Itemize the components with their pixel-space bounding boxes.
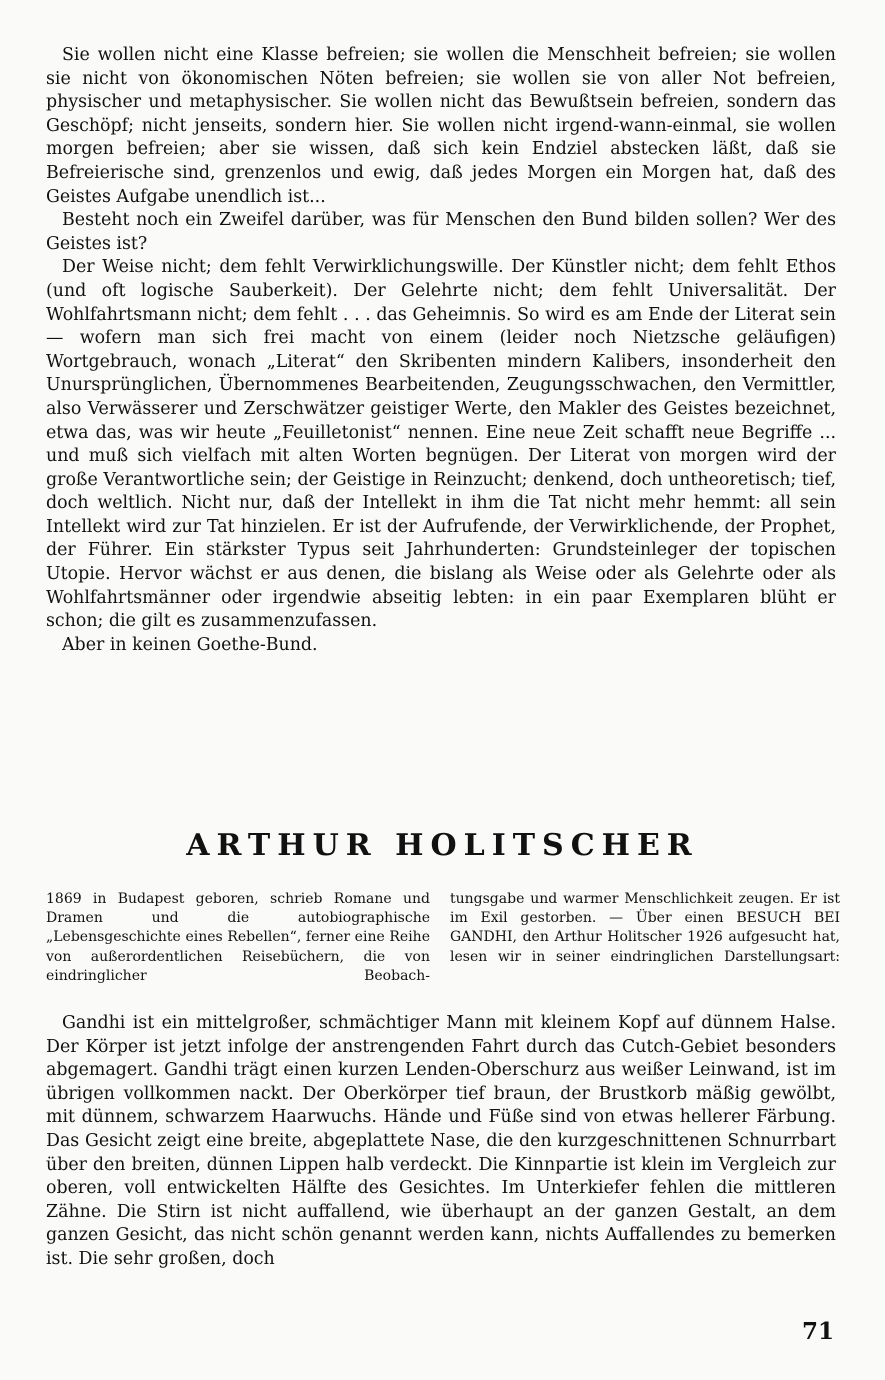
bottom-text-block xyxy=(46,1012,836,1272)
paragraph: Besteht noch ein Zweifel darüber, was für Menschen den Bund bilden sollen? Wer des Geistes ist? xyxy=(46,210,836,254)
paragraph: Der Weise nicht; dem fehlt Verwirklichungswille. Der Künstler nicht; dem fehlt Ethos (und oft logische Sauberkeit). Der Gelehrte nicht; dem fehlt Universalität. Der Wohlfahrtsmann nicht; dem fehlt . . . das Geheimnis. So wird es am Ende der Literat sein — wofern man sich frei macht von einem (leider noch Nietzsche geläufigen) Wortgebrauch, wonach „Literat“ den Skribenten mindern Kalibers, insonderheit den Unursprünglichen, Übernommenes Bearbeitenden, Zeugungsschwachen, den Vermittler, also Verwässerer und Zerschwätzer geistiger Werte, den Makler des Geistes bezeichnet, etwa das, was wir heute „Feuilletonist“ nennen. Eine neue Zeit schafft neue Begriffe ... und muß sich vielfach mit alten Worten begnügen. Der Literat von morgen wird der große Verantwortliche sein; der Geistige in Reinzucht; denkend, doch untheoretisch; tief, doch weltlich. Nicht nur, daß der Intellekt in ihm die Tat nicht mehr hemmt: all sein Intellekt wird zur Tat hinzielen. Er ist der Aufrufende, der Verwirklichende, der Prophet, der Führer. Ein stärkster Typus seit Jahrhunderten: Grundsteinleger der topischen Utopie. Hervor wächst er aus denen, die bislang als Weise oder als Gelehrte oder als Wohlfahrtsmänner oder irgendwie abseitig lebten: in ein paar Exemplaren blüht er schon; die gilt es zusammenzufassen. xyxy=(46,257,836,632)
page-number: 71 xyxy=(802,1318,835,1345)
paragraph: Sie wollen nicht eine Klasse befreien; sie wollen die Menschheit befreien; sie wollen sie nicht von ökonomischen Nöten befreien; sie wollen sie von aller Not befreien, physischer und metaphysischer. Sie wollen nicht das Bewußtsein befreien, sondern das Geschöpf; nicht jenseits, sondern hier. Sie wollen nicht irgend-wann-einmal, sie wollen morgen befreien; aber sie wissen, daß sich kein Endziel abstecken läßt, daß sie Befreierische sind, grenzenlos und ewig, daß jedes Morgen ein Morgen hat, daß des Geistes Aufgabe unendlich ist... xyxy=(46,45,836,207)
section-heading: ARTHUR HOLITSCHER xyxy=(186,828,699,863)
paragraph: Aber in keinen Goethe-Bund. xyxy=(62,634,318,655)
bio-column-right: tungsgabe und warmer Menschlichkeit zeugen. Er ist im Exil gestorben. — Über einen BESUCH BEI GANDHI, den Arthur Holitscher 1926 aufgesucht hat, lesen wir in seiner eindringlichen Darstellungsart: xyxy=(450,891,840,965)
paragraph: Gandhi ist ein mittelgroßer, schmächtiger Mann mit kleinem Kopf auf dünnem Halse. Der Körper ist jetzt infolge der anstrengenden Fahrt durch das Cutch-Gebiet besonders abgemagert. Gandhi trägt einen kurzen Lenden-Oberschurz aus weißer Leinwand, ist im übrigen vollkommen nackt. Der Oberkörper tief braun, der Brustkorb mäßig gewölbt, mit dünnem, schwarzem Haarwuchs. Hände und Füße sind von etwas hellerer Färbung. Das Gesicht zeigt eine breite, abgeplattete Nase, die den kurzgeschnittenen Schnurrbart über den breiten, dünnen Lippen halb verdeckt. Die Kinnpartie ist klein im Vergleich zur oberen, voll entwickelten Hälfte des Gesichtes. Im Unterkiefer fehlen die mittleren Zähne. Die Stirn ist nicht auffallend, wie überhaupt an der ganzen Gestalt, an dem ganzen Gesicht, das nicht schön genannt werden kann, nichts Auffallendes zu bemerken ist. Die sehr großen, doch xyxy=(46,1013,836,1269)
bio-column-left: 1869 in Budapest geboren, schrieb Romane und Dramen und die autobiographische „Lebensgeschichte eines Rebellen“, ferner eine Reihe von außerordentlichen Reisebüchern, die von eindringlicher Beobach- xyxy=(46,891,430,984)
top-text-block xyxy=(46,44,836,657)
